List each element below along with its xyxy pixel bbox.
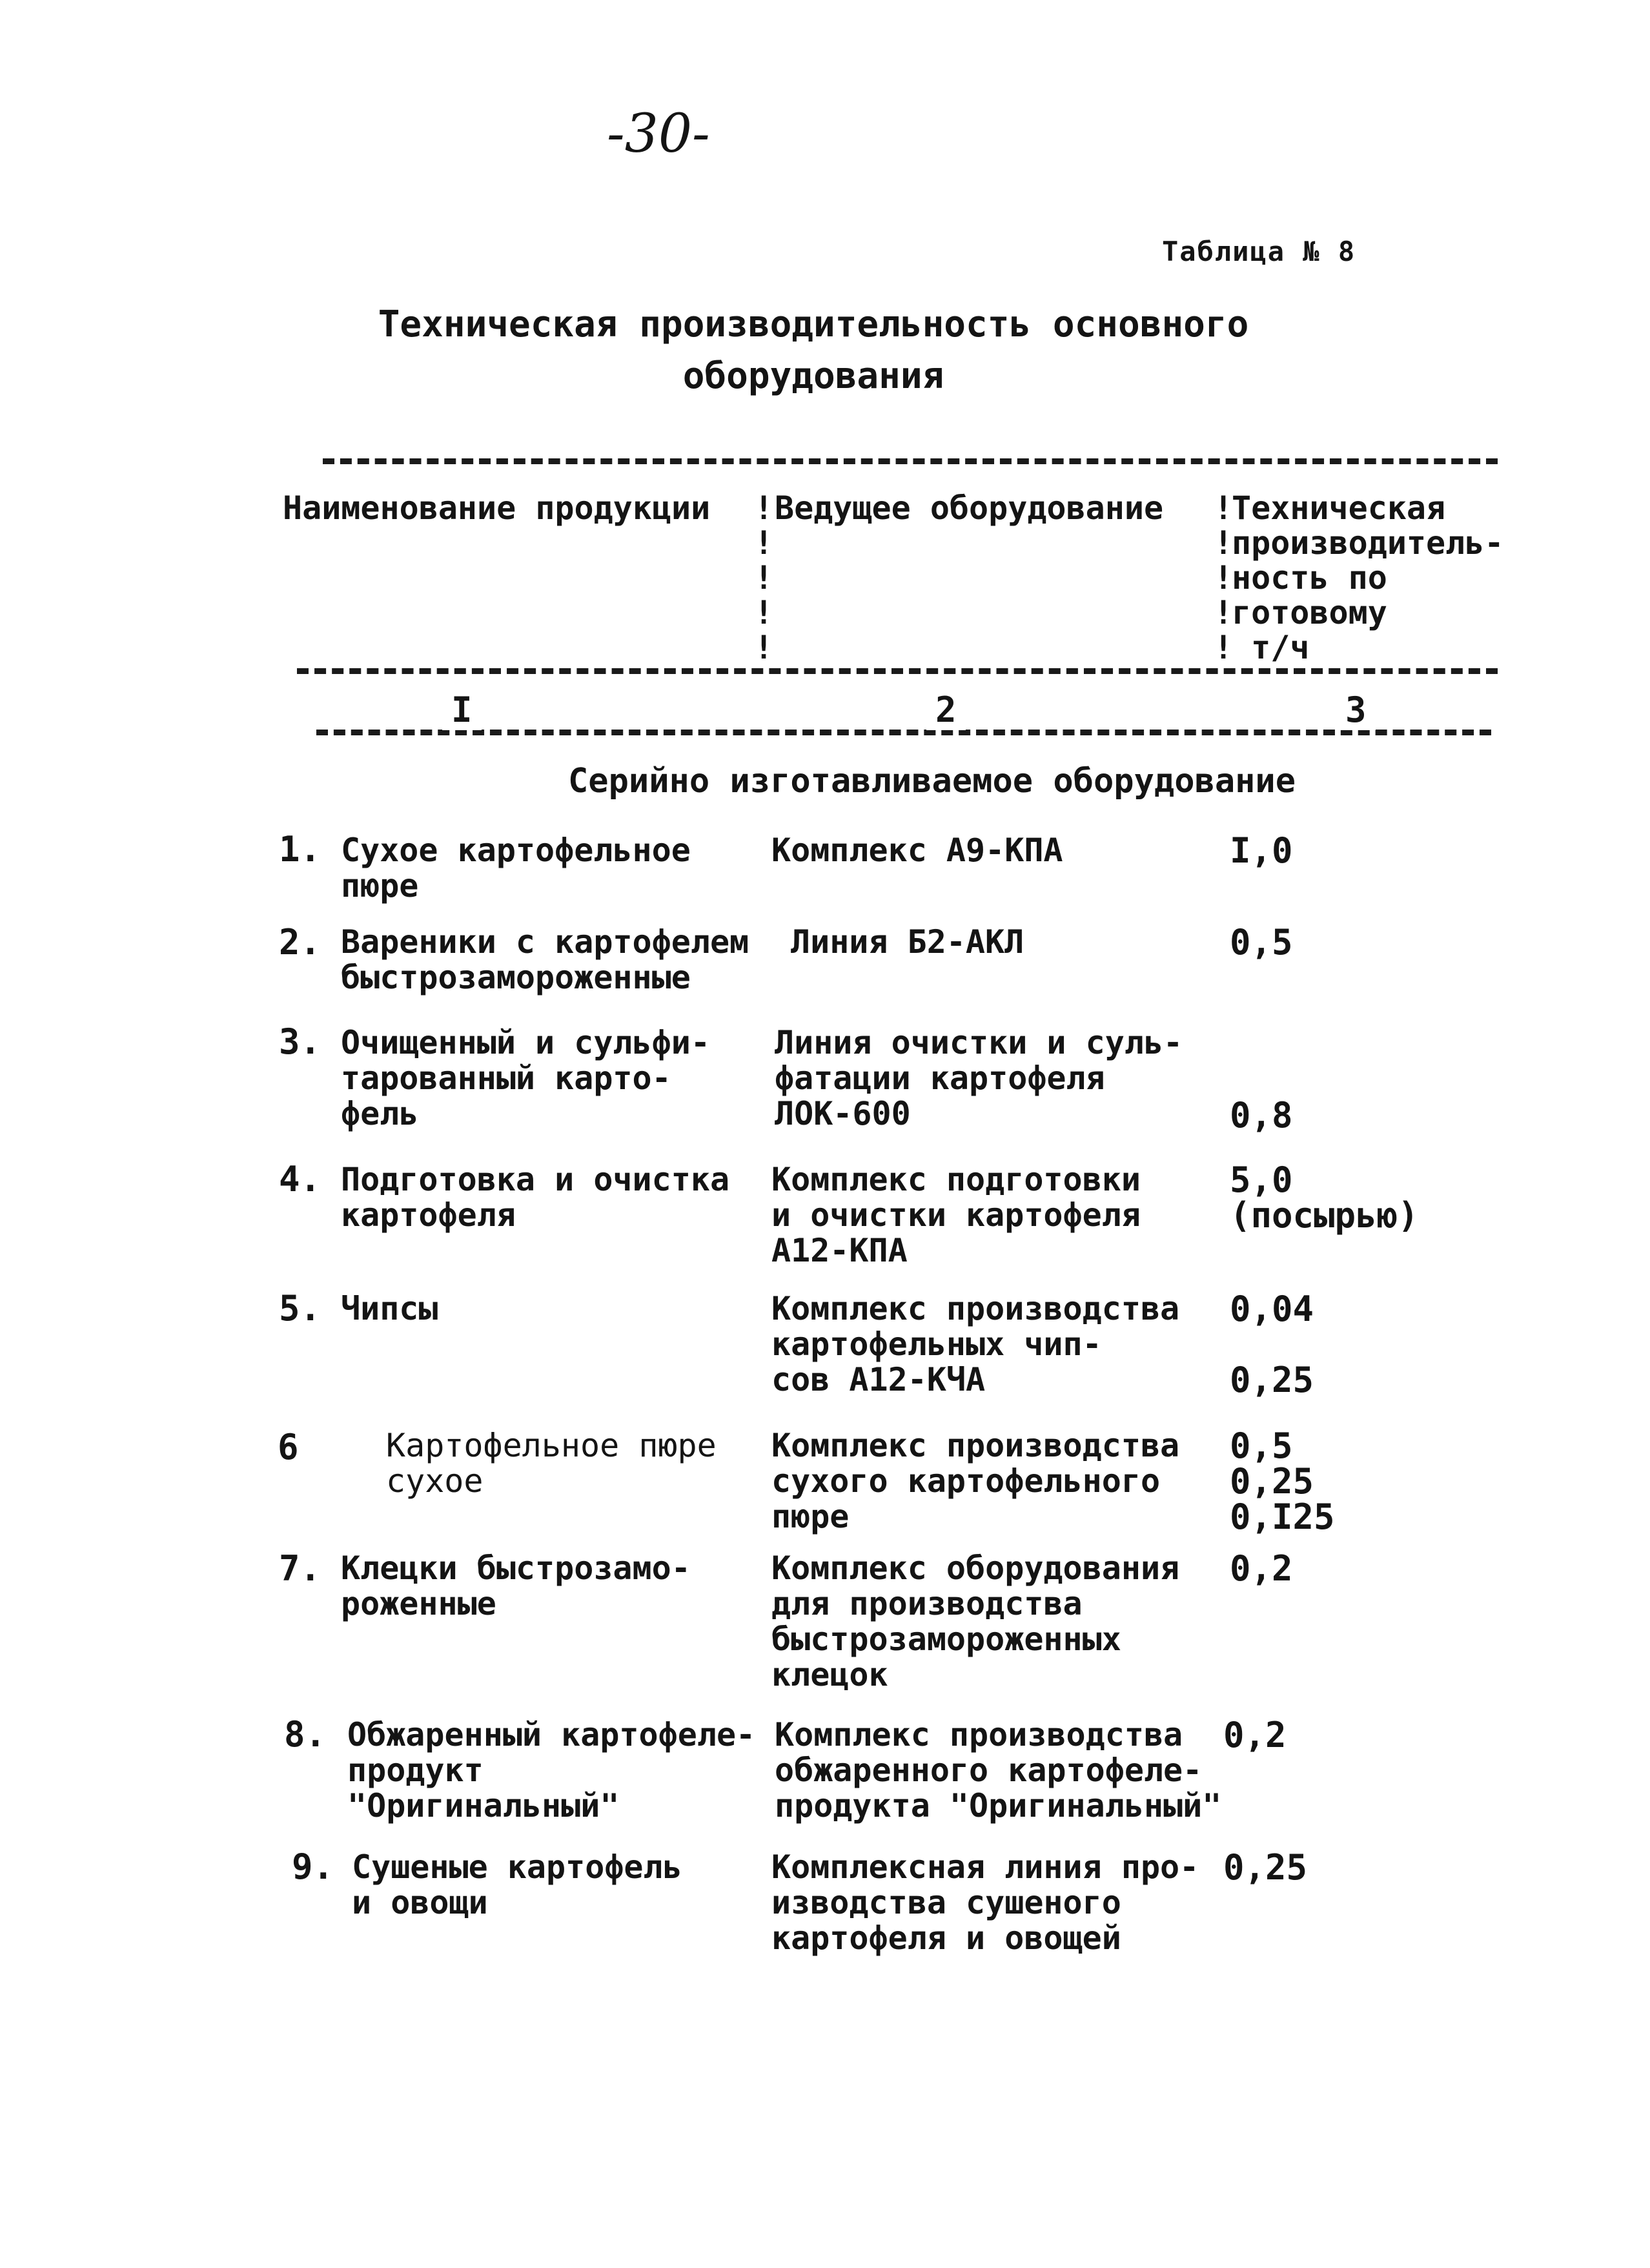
- header-product-name: Наименование продукции: [283, 489, 711, 527]
- appendix-label: Таблица № 8: [1162, 236, 1356, 267]
- row-number: 5.: [279, 1288, 321, 1329]
- row-number: 2.: [279, 922, 321, 963]
- row-capacity-value: I,0: [1230, 830, 1293, 871]
- row-capacity-value: 0,2: [1230, 1548, 1293, 1589]
- header-technical-capacity: [1232, 491, 1503, 665]
- row-capacity-value: 0,5 0,25 0,I25: [1230, 1425, 1335, 1537]
- header-cap-line-1: Техническая: [1232, 489, 1446, 527]
- row-equipment: Комплекс производства сухого картофельного пюре: [771, 1427, 1180, 1535]
- header-leading-equipment: Ведущее оборудование: [775, 489, 1164, 527]
- row-product: Картофельное пюре сухое: [386, 1427, 717, 1500]
- row-capacity-value: 0,8: [1230, 1095, 1293, 1136]
- row-number: 9.: [292, 1846, 334, 1887]
- row-number: 6: [278, 1427, 299, 1467]
- column-number-3: 3: [1336, 690, 1376, 730]
- row-equipment: Линия Б2-АКЛ: [791, 923, 1024, 961]
- row-number: 3.: [279, 1021, 321, 1062]
- row-product: Сушеные картофель и овощи: [352, 1848, 682, 1921]
- header-cap-line-2: производитель-: [1232, 524, 1504, 562]
- row-equipment: Комплекс производства обжаренного картофеле- продукта "Оригинальный": [775, 1716, 1222, 1824]
- row-equipment: Комплекс А9-КПА: [771, 832, 1063, 869]
- row-capacity-value: 0,25: [1223, 1847, 1308, 1888]
- row-number: 7.: [279, 1548, 321, 1589]
- row-number: 4.: [279, 1159, 321, 1200]
- document-title-line-2: оборудования: [682, 355, 944, 397]
- row-product: Вареники с картофелем быстрозамороженные: [341, 923, 749, 996]
- row-capacity-value: 0,2: [1223, 1715, 1287, 1755]
- page-number: -30-: [607, 103, 710, 165]
- row-equipment: Комплекс оборудования для производства быстрозамороженных клецок: [771, 1549, 1180, 1693]
- row-equipment: Линия очистки и суль- фатации картофеля ЛОК-600: [775, 1024, 1183, 1132]
- header-cap-line-3: ность по: [1232, 559, 1387, 597]
- row-capacity-value: 0,5: [1230, 922, 1293, 963]
- row-product: Клецки быстрозамо- роженные: [341, 1549, 691, 1622]
- header-divider-1: ! ! ! ! !: [754, 489, 774, 666]
- row-product: Очищенный и сульфи- тарованный карто- фель: [341, 1024, 710, 1132]
- row-capacity-value: 0,25: [1230, 1360, 1314, 1400]
- column-number-2: 2: [926, 690, 966, 730]
- row-capacity-value: 0,04: [1230, 1289, 1314, 1329]
- row-product: Обжаренный картофеле- продукт "Оригинальный": [347, 1716, 756, 1824]
- header-cap-line-4: готовому: [1232, 594, 1387, 631]
- row-equipment: Комплексная линия про- изводства сушеного картофеля и овощей: [771, 1848, 1199, 1957]
- header-cap-unit: т/ч: [1251, 629, 1310, 666]
- row-number: 1.: [279, 829, 321, 870]
- column-number-rule: [316, 730, 1491, 735]
- row-product: Подготовка и очистка картофеля: [341, 1161, 730, 1234]
- document-title-line-1: Техническая производительность основного: [378, 303, 1249, 345]
- row-product: Чипсы: [341, 1290, 438, 1327]
- header-divider-2: ! ! ! ! !: [1214, 489, 1234, 666]
- row-equipment: Комплекс подготовки и очистки картофеля А12-КПА: [771, 1161, 1141, 1269]
- row-product: Сухое картофельное пюре: [341, 832, 691, 904]
- header-bottom-rule: [297, 668, 1498, 674]
- section-title: Серийно изготавливаемое оборудование: [568, 762, 1296, 801]
- column-number-1: I: [442, 690, 482, 730]
- row-capacity-value: 5,0 (посырью): [1230, 1160, 1419, 1236]
- row-equipment: Комплекс производства картофельных чип- сов А12-КЧА: [771, 1290, 1180, 1398]
- row-number: 8.: [284, 1714, 327, 1755]
- table-top-rule: [323, 458, 1498, 464]
